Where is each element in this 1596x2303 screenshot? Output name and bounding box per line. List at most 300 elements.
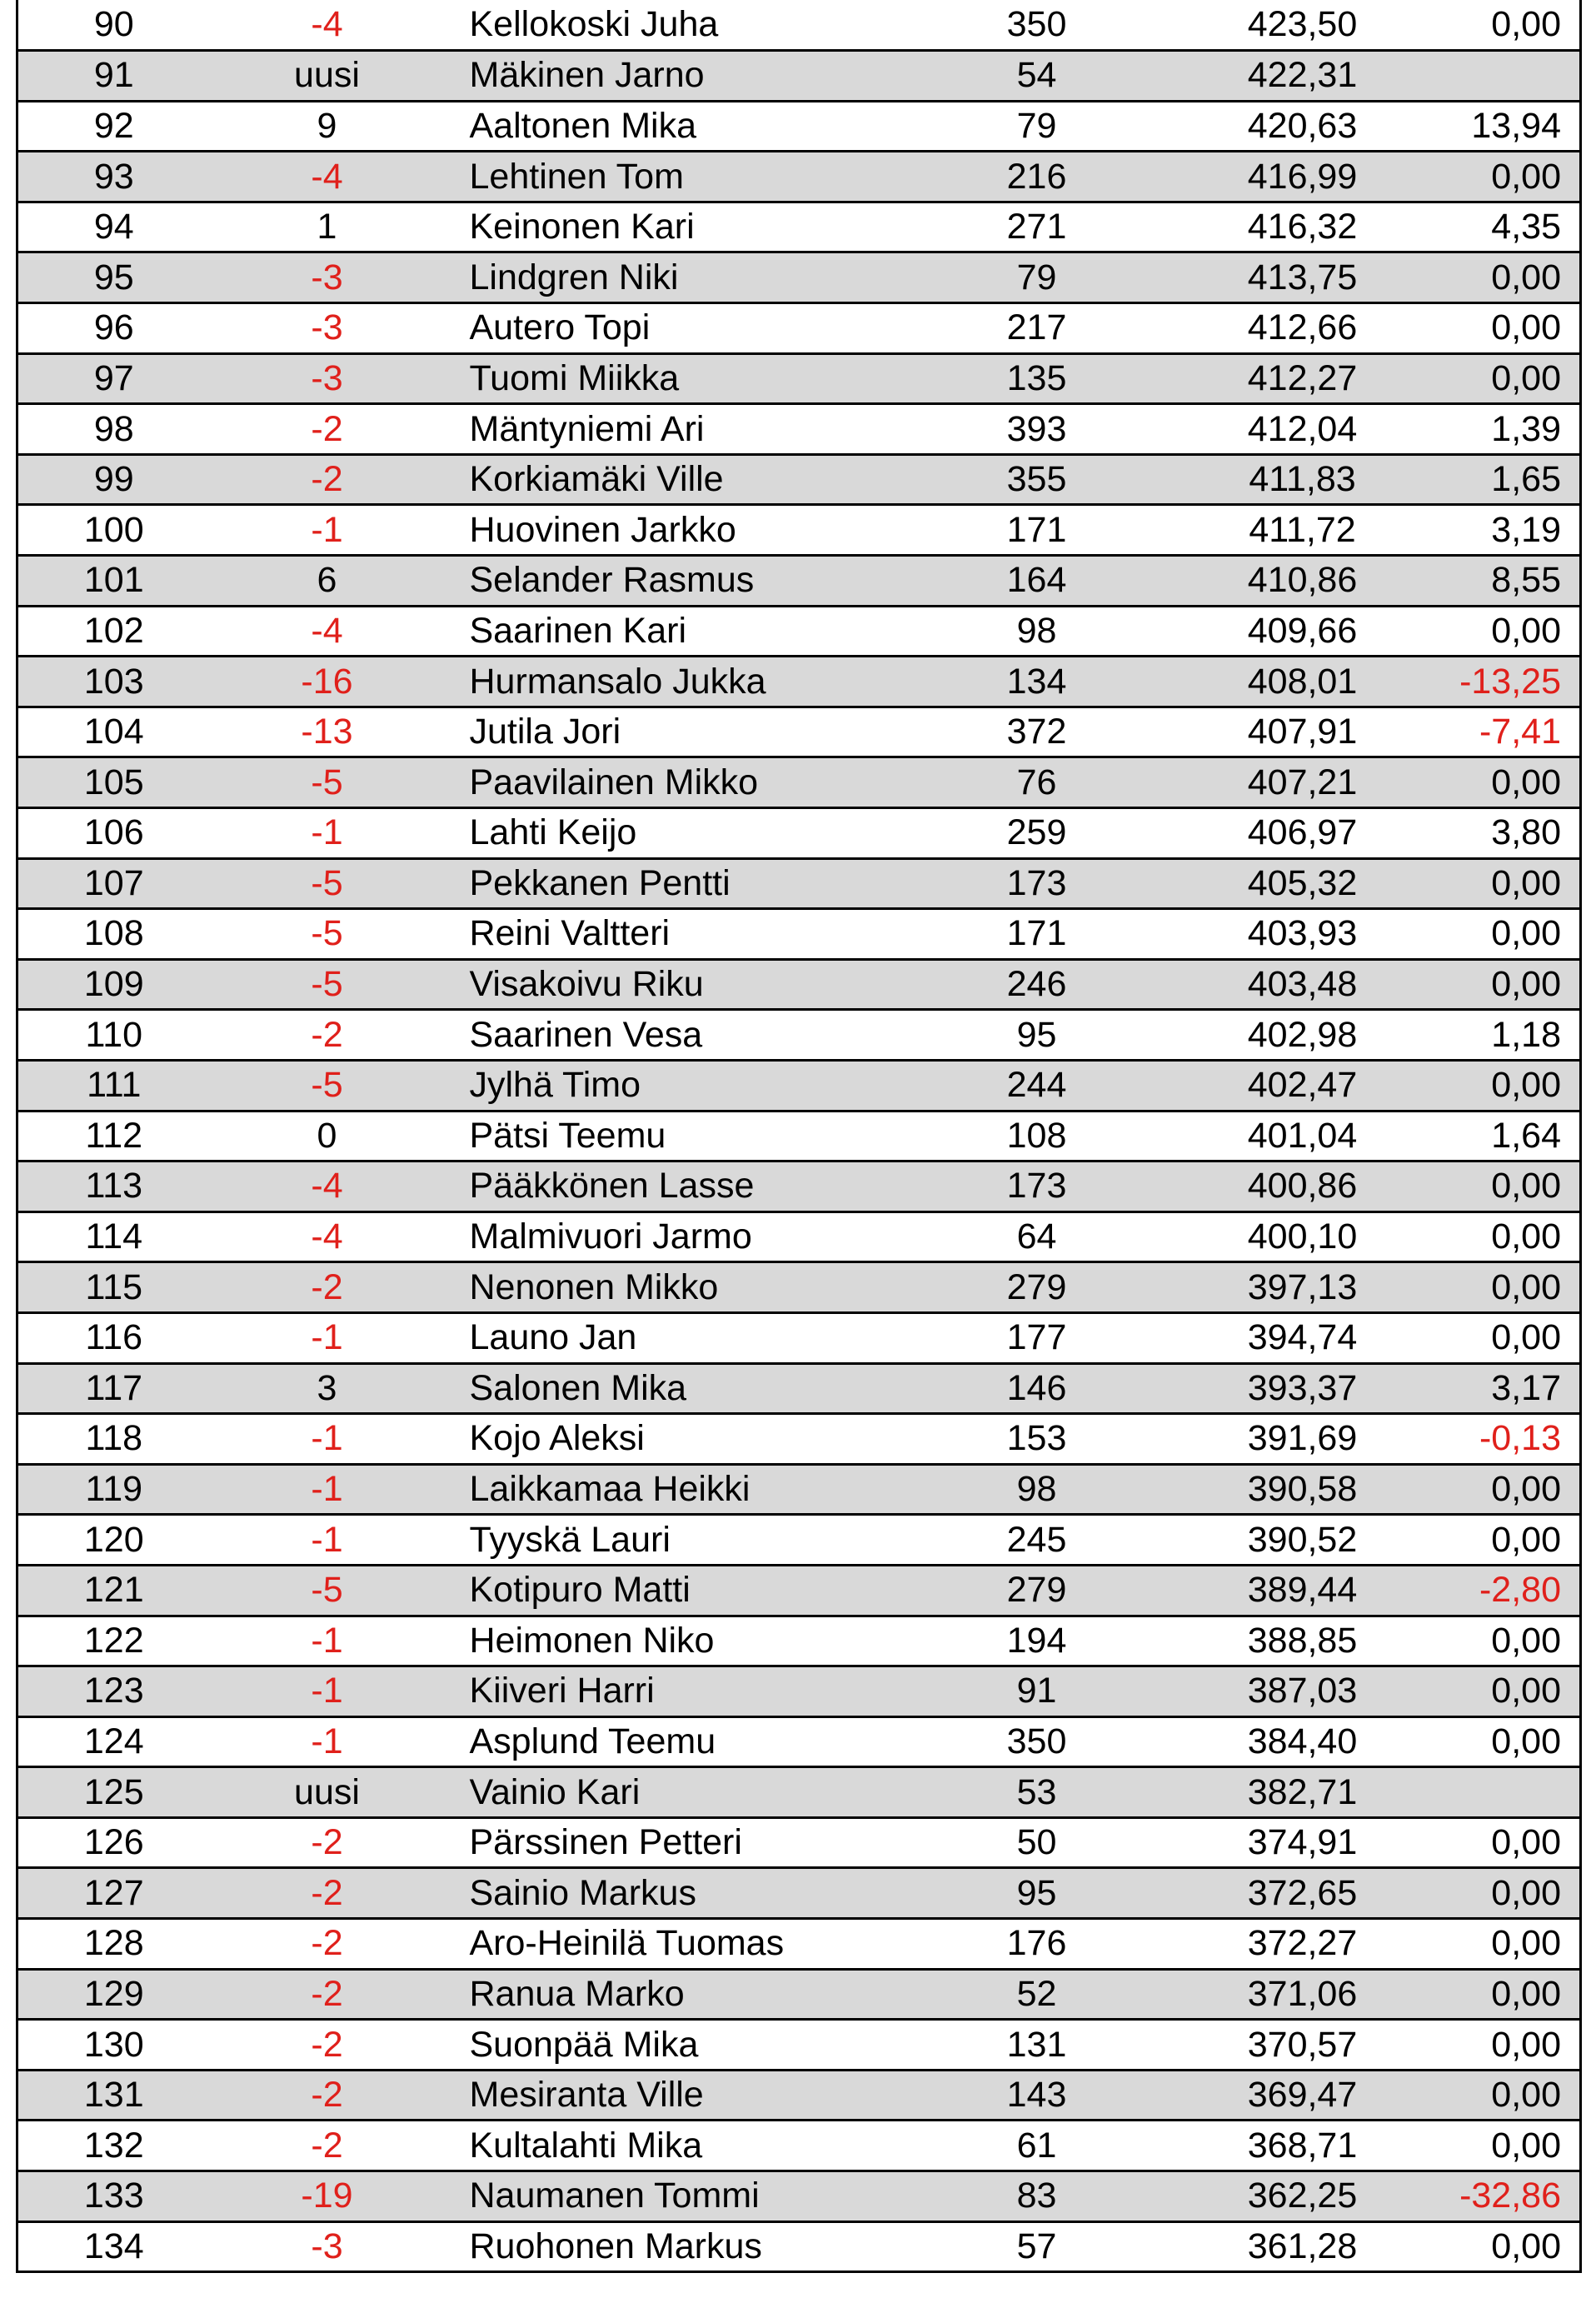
points-cell: 361,28 xyxy=(1153,2221,1404,2272)
rank-change-cell: -16 xyxy=(222,657,438,707)
points-cell: 420,63 xyxy=(1153,101,1404,152)
player-name-cell: Asplund Teemu xyxy=(438,1716,921,1767)
table-row xyxy=(17,1919,1581,1970)
count-cell: 279 xyxy=(921,1262,1153,1313)
table-row xyxy=(17,1969,1581,2020)
difference-cell: 0,00 xyxy=(1404,1262,1581,1313)
player-name-cell: Nenonen Mikko xyxy=(438,1262,921,1313)
difference-cell: 0,00 xyxy=(1404,1919,1581,1970)
player-name-cell: Selander Rasmus xyxy=(438,556,921,607)
points-cell: 423,50 xyxy=(1153,0,1404,51)
rank-change-cell: -1 xyxy=(222,1716,438,1767)
player-name-cell: Saarinen Kari xyxy=(438,606,921,657)
player-name-cell: Kojo Aleksi xyxy=(438,1414,921,1465)
player-name-cell: Pärssinen Petteri xyxy=(438,1817,921,1868)
rank-change-cell: -1 xyxy=(222,1616,438,1666)
player-name-cell: Naumanen Tommi xyxy=(438,2171,921,2222)
points-cell: 372,65 xyxy=(1153,1868,1404,1919)
difference-cell: 0,00 xyxy=(1404,2121,1581,2171)
count-cell: 76 xyxy=(921,757,1153,808)
rank-change-cell: -13 xyxy=(222,707,438,757)
count-cell: 79 xyxy=(921,252,1153,303)
points-cell: 397,13 xyxy=(1153,1262,1404,1313)
rank-cell: 103 xyxy=(17,657,222,707)
rank-cell: 119 xyxy=(17,1464,222,1515)
count-cell: 246 xyxy=(921,959,1153,1010)
difference-cell: 0,00 xyxy=(1404,1716,1581,1767)
rank-cell: 132 xyxy=(17,2121,222,2171)
rank-change-cell: -1 xyxy=(222,505,438,556)
rank-change-cell: 6 xyxy=(222,556,438,607)
difference-cell: 0,00 xyxy=(1404,1312,1581,1363)
rank-cell: 95 xyxy=(17,252,222,303)
points-cell: 371,06 xyxy=(1153,1969,1404,2020)
difference-cell: 0,00 xyxy=(1404,959,1581,1010)
rank-cell: 112 xyxy=(17,1111,222,1161)
player-name-cell: Laikkamaa Heikki xyxy=(438,1464,921,1515)
table-row xyxy=(17,0,1581,51)
difference-cell: 0,00 xyxy=(1404,2020,1581,2071)
rank-cell: 99 xyxy=(17,454,222,505)
difference-cell: 4,35 xyxy=(1404,202,1581,252)
count-cell: 131 xyxy=(921,2020,1153,2071)
player-name-cell: Keinonen Kari xyxy=(438,202,921,252)
rank-cell: 133 xyxy=(17,2171,222,2222)
table-row xyxy=(17,757,1581,808)
difference-cell: 3,80 xyxy=(1404,808,1581,859)
points-cell: 362,25 xyxy=(1153,2171,1404,2222)
player-name-cell: Pätsi Teemu xyxy=(438,1111,921,1161)
rank-change-cell: -5 xyxy=(222,1060,438,1111)
table-row xyxy=(17,858,1581,909)
rank-change-cell: -2 xyxy=(222,454,438,505)
rank-change-cell: 1 xyxy=(222,202,438,252)
difference-cell: 0,00 xyxy=(1404,757,1581,808)
points-cell: 369,47 xyxy=(1153,2070,1404,2121)
table-row xyxy=(17,556,1581,607)
table-row xyxy=(17,353,1581,404)
rank-cell: 100 xyxy=(17,505,222,556)
count-cell: 146 xyxy=(921,1363,1153,1414)
rank-change-cell: -19 xyxy=(222,2171,438,2222)
difference-cell: 13,94 xyxy=(1404,101,1581,152)
table-row xyxy=(17,303,1581,354)
rank-cell: 126 xyxy=(17,1817,222,1868)
points-cell: 407,91 xyxy=(1153,707,1404,757)
rank-change-cell: 9 xyxy=(222,101,438,152)
rank-change-cell: -3 xyxy=(222,353,438,404)
rank-cell: 118 xyxy=(17,1414,222,1465)
rank-cell: 110 xyxy=(17,1010,222,1061)
table-row xyxy=(17,808,1581,859)
table-row xyxy=(17,1464,1581,1515)
rank-change-cell: -5 xyxy=(222,858,438,909)
table-row xyxy=(17,152,1581,202)
rank-change-cell: -1 xyxy=(222,1414,438,1465)
count-cell: 135 xyxy=(921,353,1153,404)
points-cell: 388,85 xyxy=(1153,1616,1404,1666)
points-cell: 402,98 xyxy=(1153,1010,1404,1061)
count-cell: 98 xyxy=(921,1464,1153,1515)
difference-cell: 0,00 xyxy=(1404,909,1581,960)
rank-cell: 108 xyxy=(17,909,222,960)
rank-change-cell: -1 xyxy=(222,808,438,859)
table-row xyxy=(17,657,1581,707)
player-name-cell: Pääkkönen Lasse xyxy=(438,1161,921,1212)
points-cell: 403,48 xyxy=(1153,959,1404,1010)
table-row xyxy=(17,1817,1581,1868)
rank-change-cell: -2 xyxy=(222,1919,438,1970)
player-name-cell: Launo Jan xyxy=(438,1312,921,1363)
table-row xyxy=(17,606,1581,657)
player-name-cell: Sainio Markus xyxy=(438,1868,921,1919)
rank-change-cell: -2 xyxy=(222,1817,438,1868)
rank-change-cell: 3 xyxy=(222,1363,438,1414)
rank-cell: 101 xyxy=(17,556,222,607)
rank-cell: 121 xyxy=(17,1565,222,1616)
table-row xyxy=(17,1565,1581,1616)
count-cell: 108 xyxy=(921,1111,1153,1161)
rank-change-cell: -2 xyxy=(222,1262,438,1313)
count-cell: 259 xyxy=(921,808,1153,859)
points-cell: 401,04 xyxy=(1153,1111,1404,1161)
rank-change-cell: -1 xyxy=(222,1312,438,1363)
count-cell: 61 xyxy=(921,2121,1153,2171)
rank-change-cell: -4 xyxy=(222,0,438,51)
count-cell: 350 xyxy=(921,0,1153,51)
table-row xyxy=(17,909,1581,960)
table-row xyxy=(17,1616,1581,1666)
difference-cell: -7,41 xyxy=(1404,707,1581,757)
difference-cell: 1,64 xyxy=(1404,1111,1581,1161)
rank-cell: 97 xyxy=(17,353,222,404)
difference-cell: 3,19 xyxy=(1404,505,1581,556)
points-cell: 410,86 xyxy=(1153,556,1404,607)
rank-change-cell: uusi xyxy=(222,51,438,102)
table-row xyxy=(17,1161,1581,1212)
rank-cell: 129 xyxy=(17,1969,222,2020)
rank-change-cell: -5 xyxy=(222,959,438,1010)
rank-change-cell: -4 xyxy=(222,152,438,202)
rank-change-cell: -4 xyxy=(222,1211,438,1262)
player-name-cell: Kellokoski Juha xyxy=(438,0,921,51)
rank-cell: 114 xyxy=(17,1211,222,1262)
count-cell: 52 xyxy=(921,1969,1153,2020)
points-cell: 402,47 xyxy=(1153,1060,1404,1111)
rank-cell: 127 xyxy=(17,1868,222,1919)
difference-cell: 0,00 xyxy=(1404,252,1581,303)
difference-cell: 0,00 xyxy=(1404,303,1581,354)
rank-change-cell: -1 xyxy=(222,1666,438,1717)
player-name-cell: Autero Topi xyxy=(438,303,921,354)
points-cell: 409,66 xyxy=(1153,606,1404,657)
difference-cell: -0,13 xyxy=(1404,1414,1581,1465)
rank-cell: 117 xyxy=(17,1363,222,1414)
rank-change-cell: -5 xyxy=(222,757,438,808)
points-cell: 411,83 xyxy=(1153,454,1404,505)
points-cell: 416,32 xyxy=(1153,202,1404,252)
points-cell: 411,72 xyxy=(1153,505,1404,556)
difference-cell: -13,25 xyxy=(1404,657,1581,707)
count-cell: 217 xyxy=(921,303,1153,354)
rank-change-cell: uusi xyxy=(222,1767,438,1818)
count-cell: 350 xyxy=(921,1716,1153,1767)
count-cell: 98 xyxy=(921,606,1153,657)
count-cell: 153 xyxy=(921,1414,1153,1465)
table-row xyxy=(17,1312,1581,1363)
table-row xyxy=(17,1666,1581,1717)
points-cell: 400,10 xyxy=(1153,1211,1404,1262)
difference-cell: 0,00 xyxy=(1404,1817,1581,1868)
player-name-cell: Kultalahti Mika xyxy=(438,2121,921,2171)
rank-cell: 94 xyxy=(17,202,222,252)
table-row xyxy=(17,1515,1581,1566)
rank-cell: 115 xyxy=(17,1262,222,1313)
table-row xyxy=(17,1363,1581,1414)
difference-cell: 0,00 xyxy=(1404,1616,1581,1666)
table-row xyxy=(17,2020,1581,2071)
table-row xyxy=(17,1414,1581,1465)
player-name-cell: Heimonen Niko xyxy=(438,1616,921,1666)
player-name-cell: Aaltonen Mika xyxy=(438,101,921,152)
ranking-table-body xyxy=(17,0,1581,2272)
points-cell: 393,37 xyxy=(1153,1363,1404,1414)
rank-change-cell: -4 xyxy=(222,1161,438,1212)
rank-cell: 123 xyxy=(17,1666,222,1717)
table-row xyxy=(17,1767,1581,1818)
table-row xyxy=(17,1868,1581,1919)
count-cell: 271 xyxy=(921,202,1153,252)
table-row xyxy=(17,454,1581,505)
rank-cell: 104 xyxy=(17,707,222,757)
difference-cell: 0,00 xyxy=(1404,606,1581,657)
player-name-cell: Lindgren Niki xyxy=(438,252,921,303)
player-name-cell: Hurmansalo Jukka xyxy=(438,657,921,707)
player-name-cell: Lehtinen Tom xyxy=(438,152,921,202)
player-name-cell: Jutila Jori xyxy=(438,707,921,757)
difference-cell: 0,00 xyxy=(1404,2070,1581,2121)
table-row xyxy=(17,1111,1581,1161)
player-name-cell: Mäkinen Jarno xyxy=(438,51,921,102)
difference-cell: 1,18 xyxy=(1404,1010,1581,1061)
difference-cell: 0,00 xyxy=(1404,1868,1581,1919)
points-cell: 370,57 xyxy=(1153,2020,1404,2071)
rank-cell: 106 xyxy=(17,808,222,859)
table-row xyxy=(17,2171,1581,2222)
rank-change-cell: -2 xyxy=(222,1010,438,1061)
points-cell: 400,86 xyxy=(1153,1161,1404,1212)
rank-cell: 107 xyxy=(17,858,222,909)
count-cell: 83 xyxy=(921,2171,1153,2222)
points-cell: 390,58 xyxy=(1153,1464,1404,1515)
rank-change-cell: -1 xyxy=(222,1515,438,1566)
difference-cell: 0,00 xyxy=(1404,1060,1581,1111)
player-name-cell: Saarinen Vesa xyxy=(438,1010,921,1061)
table-row xyxy=(17,2221,1581,2272)
points-cell: 390,52 xyxy=(1153,1515,1404,1566)
count-cell: 79 xyxy=(921,101,1153,152)
rank-cell: 120 xyxy=(17,1515,222,1566)
player-name-cell: Mäntyniemi Ari xyxy=(438,404,921,455)
rank-change-cell: -2 xyxy=(222,2070,438,2121)
rank-change-cell: -2 xyxy=(222,1868,438,1919)
rank-change-cell: -3 xyxy=(222,252,438,303)
player-name-cell: Korkiamäki Ville xyxy=(438,454,921,505)
count-cell: 244 xyxy=(921,1060,1153,1111)
table-row xyxy=(17,707,1581,757)
count-cell: 95 xyxy=(921,1868,1153,1919)
count-cell: 177 xyxy=(921,1312,1153,1363)
count-cell: 173 xyxy=(921,1161,1153,1212)
rank-cell: 111 xyxy=(17,1060,222,1111)
table-row xyxy=(17,505,1581,556)
difference-cell xyxy=(1404,51,1581,102)
difference-cell xyxy=(1404,1767,1581,1818)
player-name-cell: Kiiveri Harri xyxy=(438,1666,921,1717)
difference-cell: 0,00 xyxy=(1404,2221,1581,2272)
points-cell: 374,91 xyxy=(1153,1817,1404,1868)
points-cell: 412,27 xyxy=(1153,353,1404,404)
points-cell: 368,71 xyxy=(1153,2121,1404,2171)
difference-cell: 8,55 xyxy=(1404,556,1581,607)
rank-cell: 134 xyxy=(17,2221,222,2272)
points-cell: 413,75 xyxy=(1153,252,1404,303)
points-cell: 389,44 xyxy=(1153,1565,1404,1616)
count-cell: 53 xyxy=(921,1767,1153,1818)
table-row xyxy=(17,101,1581,152)
player-name-cell: Malmivuori Jarmo xyxy=(438,1211,921,1262)
count-cell: 176 xyxy=(921,1919,1153,1970)
points-cell: 412,66 xyxy=(1153,303,1404,354)
rank-cell: 128 xyxy=(17,1919,222,1970)
rank-change-cell: -2 xyxy=(222,2121,438,2171)
table-row xyxy=(17,1211,1581,1262)
count-cell: 216 xyxy=(921,152,1153,202)
table-row xyxy=(17,1262,1581,1313)
points-cell: 408,01 xyxy=(1153,657,1404,707)
table-row xyxy=(17,2121,1581,2171)
rank-cell: 92 xyxy=(17,101,222,152)
rank-cell: 96 xyxy=(17,303,222,354)
table-row xyxy=(17,2070,1581,2121)
rank-cell: 122 xyxy=(17,1616,222,1666)
points-cell: 405,32 xyxy=(1153,858,1404,909)
difference-cell: 0,00 xyxy=(1404,1969,1581,2020)
count-cell: 54 xyxy=(921,51,1153,102)
player-name-cell: Huovinen Jarkko xyxy=(438,505,921,556)
table-row xyxy=(17,1716,1581,1767)
rank-change-cell: -3 xyxy=(222,303,438,354)
rank-cell: 125 xyxy=(17,1767,222,1818)
player-name-cell: Lahti Keijo xyxy=(438,808,921,859)
rank-change-cell: -2 xyxy=(222,404,438,455)
rank-change-cell: -2 xyxy=(222,1969,438,2020)
points-cell: 384,40 xyxy=(1153,1716,1404,1767)
count-cell: 143 xyxy=(921,2070,1153,2121)
difference-cell: 0,00 xyxy=(1404,1161,1581,1212)
rank-cell: 93 xyxy=(17,152,222,202)
points-cell: 412,04 xyxy=(1153,404,1404,455)
rank-cell: 131 xyxy=(17,2070,222,2121)
rank-cell: 124 xyxy=(17,1716,222,1767)
count-cell: 171 xyxy=(921,505,1153,556)
player-name-cell: Ranua Marko xyxy=(438,1969,921,2020)
player-name-cell: Mesiranta Ville xyxy=(438,2070,921,2121)
points-cell: 406,97 xyxy=(1153,808,1404,859)
points-cell: 394,74 xyxy=(1153,1312,1404,1363)
table-row xyxy=(17,202,1581,252)
player-name-cell: Reini Valtteri xyxy=(438,909,921,960)
rank-cell: 91 xyxy=(17,51,222,102)
difference-cell: 0,00 xyxy=(1404,1464,1581,1515)
count-cell: 372 xyxy=(921,707,1153,757)
difference-cell: 0,00 xyxy=(1404,0,1581,51)
points-cell: 407,21 xyxy=(1153,757,1404,808)
player-name-cell: Pekkanen Pentti xyxy=(438,858,921,909)
points-cell: 416,99 xyxy=(1153,152,1404,202)
points-cell: 422,31 xyxy=(1153,51,1404,102)
rank-change-cell: 0 xyxy=(222,1111,438,1161)
rank-cell: 113 xyxy=(17,1161,222,1212)
difference-cell: 0,00 xyxy=(1404,152,1581,202)
count-cell: 91 xyxy=(921,1666,1153,1717)
difference-cell: 1,65 xyxy=(1404,454,1581,505)
player-name-cell: Vainio Kari xyxy=(438,1767,921,1818)
player-name-cell: Tuomi Miikka xyxy=(438,353,921,404)
rank-cell: 90 xyxy=(17,0,222,51)
count-cell: 164 xyxy=(921,556,1153,607)
table-row xyxy=(17,1060,1581,1111)
table-row xyxy=(17,1010,1581,1061)
rank-change-cell: -5 xyxy=(222,1565,438,1616)
points-cell: 387,03 xyxy=(1153,1666,1404,1717)
rank-change-cell: -1 xyxy=(222,1464,438,1515)
points-cell: 382,71 xyxy=(1153,1767,1404,1818)
difference-cell: 0,00 xyxy=(1404,353,1581,404)
count-cell: 245 xyxy=(921,1515,1153,1566)
count-cell: 355 xyxy=(921,454,1153,505)
rank-cell: 116 xyxy=(17,1312,222,1363)
count-cell: 95 xyxy=(921,1010,1153,1061)
player-name-cell: Jylhä Timo xyxy=(438,1060,921,1111)
rank-change-cell: -3 xyxy=(222,2221,438,2272)
table-row xyxy=(17,959,1581,1010)
count-cell: 134 xyxy=(921,657,1153,707)
difference-cell: 3,17 xyxy=(1404,1363,1581,1414)
rank-cell: 105 xyxy=(17,757,222,808)
difference-cell: 1,39 xyxy=(1404,404,1581,455)
difference-cell: 0,00 xyxy=(1404,1515,1581,1566)
player-name-cell: Salonen Mika xyxy=(438,1363,921,1414)
difference-cell: -2,80 xyxy=(1404,1565,1581,1616)
player-name-cell: Aro-Heinilä Tuomas xyxy=(438,1919,921,1970)
count-cell: 393 xyxy=(921,404,1153,455)
table-row xyxy=(17,404,1581,455)
count-cell: 173 xyxy=(921,858,1153,909)
difference-cell: -32,86 xyxy=(1404,2171,1581,2222)
count-cell: 194 xyxy=(921,1616,1153,1666)
player-name-cell: Paavilainen Mikko xyxy=(438,757,921,808)
points-cell: 403,93 xyxy=(1153,909,1404,960)
rank-change-cell: -2 xyxy=(222,2020,438,2071)
rank-change-cell: -4 xyxy=(222,606,438,657)
count-cell: 57 xyxy=(921,2221,1153,2272)
count-cell: 279 xyxy=(921,1565,1153,1616)
points-cell: 372,27 xyxy=(1153,1919,1404,1970)
count-cell: 171 xyxy=(921,909,1153,960)
rank-cell: 130 xyxy=(17,2020,222,2071)
count-cell: 50 xyxy=(921,1817,1153,1868)
